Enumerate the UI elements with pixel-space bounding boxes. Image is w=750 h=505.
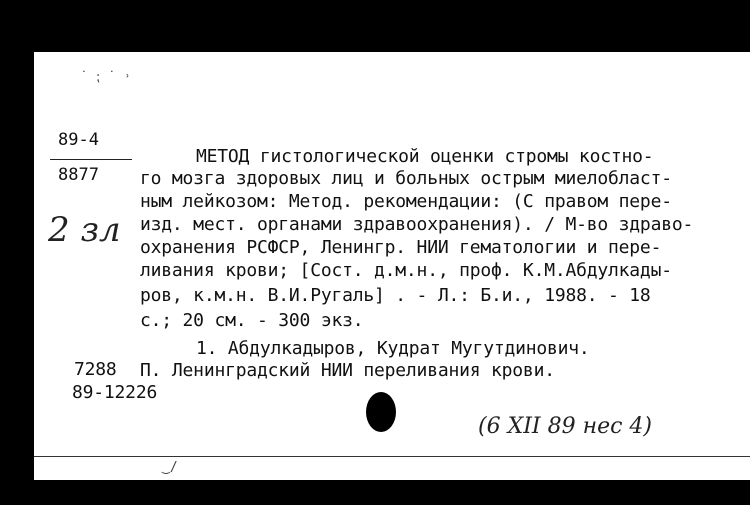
entry-line-1: МЕТОД гистологической оценки стромы костно- bbox=[196, 146, 654, 167]
call-number-bottom: 8877 bbox=[58, 165, 99, 185]
entry-line-6: ливания крови; [Сост. д.м.н., проф. К.М.Абдулкады- bbox=[140, 260, 672, 281]
entry-line-5: охранения РСФСР, Ленингр. НИИ гематологии и пере- bbox=[140, 237, 662, 258]
entry-line-3: ным лейкозом: Метод. рекомендации: (С правом пере- bbox=[140, 191, 672, 212]
handwritten-note: (6 ХII 89 нес 4) bbox=[478, 414, 653, 439]
entry-line-4: изд. мест. органами здравоохранения). / М-во здраво- bbox=[140, 214, 694, 235]
entry-line-2: го мозга здоровых лиц и больных острым миелобласт- bbox=[140, 168, 672, 189]
punch-hole bbox=[366, 392, 396, 432]
accession-number: 89-12226 bbox=[72, 382, 158, 403]
entry-line-7: ров, к.м.н. В.И.Ругаль] . - Л.: Б.и., 1988. - 18 bbox=[140, 285, 651, 306]
catalog-card bbox=[34, 52, 750, 480]
tracing-number: 7288 bbox=[74, 359, 117, 380]
ink-speck: ˙ ⁏ ˙ ˒ bbox=[80, 70, 132, 85]
entry-line-8: с.; 20 см. - 300 экз. bbox=[140, 310, 364, 331]
ink-mark: ‿/ bbox=[162, 460, 178, 475]
tracing-line-1: 1. Абдулкадыров, Кудрат Мугутдинович. bbox=[196, 338, 590, 359]
tracing-line-2: П. Ленинградский НИИ переливания крови. bbox=[140, 360, 555, 381]
call-number-divider bbox=[50, 159, 132, 160]
card-bottom-rule bbox=[34, 456, 750, 457]
handwritten-margin-mark: 2 зл bbox=[48, 210, 121, 250]
call-number-top: 89-4 bbox=[58, 130, 99, 150]
